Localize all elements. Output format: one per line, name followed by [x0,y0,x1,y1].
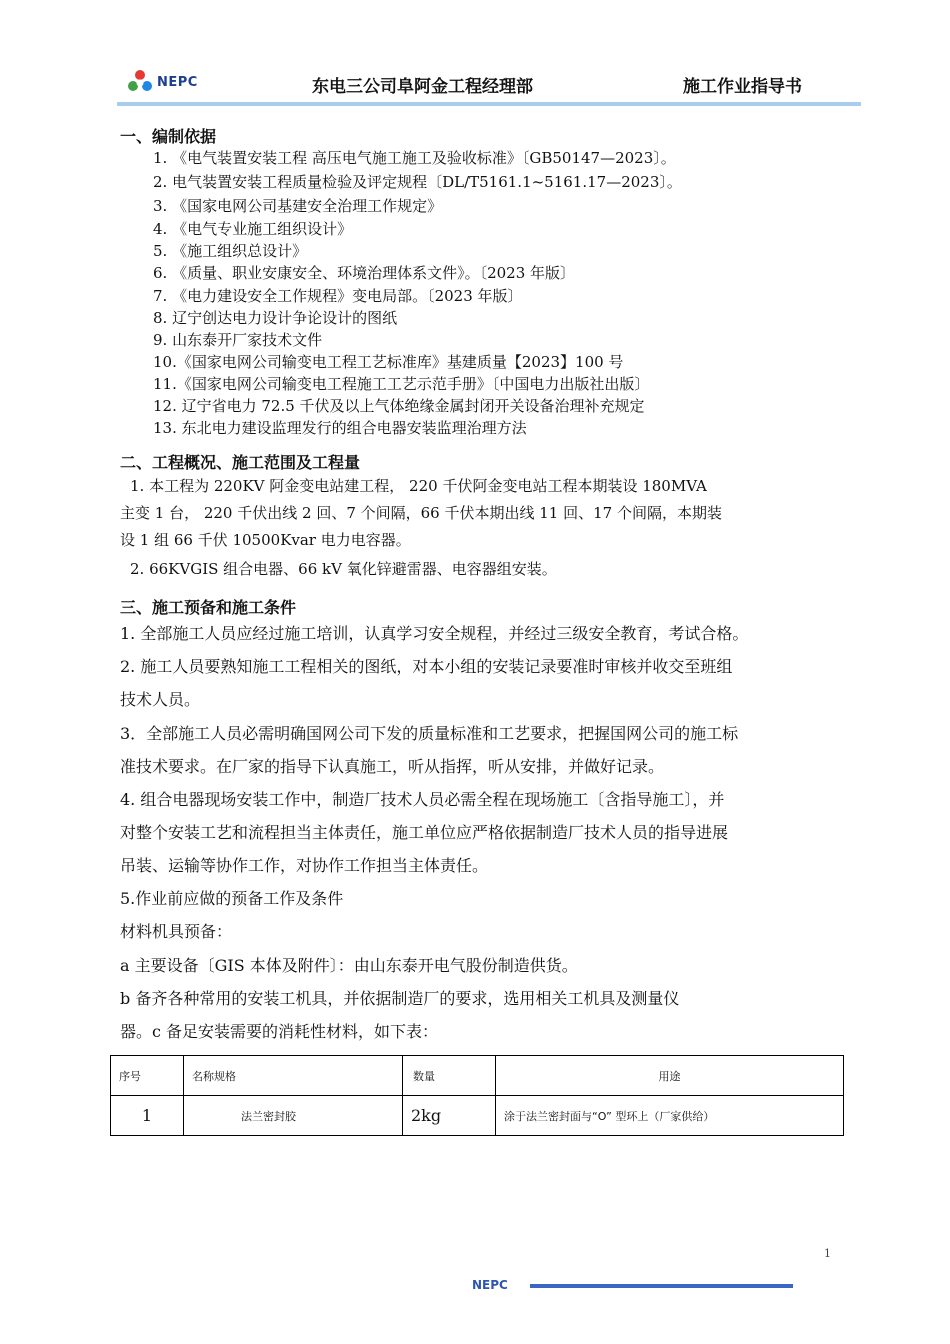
cell-usage: 涂于法兰密封面与“O” 型环上（厂家供给） [496,1096,844,1136]
condition-line: 技术人员。 [120,690,201,709]
section-title-1: 一、编制依据 [120,127,217,146]
condition-line: 2. 施工人员要熟知施工工程相关的图纸，对本小组的安装记录要准时审核并收交至班组 [120,657,733,676]
header-doc-type: 施工作业指导书 [683,77,802,97]
table-row [111,1096,844,1136]
section-title-3: 三、施工预备和施工条件 [120,598,297,617]
reference-item: 3. 《国家电网公司基建安全治理工作规定》 [153,197,443,215]
condition-line: 对整个安装工艺和流程担当主体责任，施工单位应严格依据制造厂技术人员的指导进展 [120,823,729,842]
footer-divider [530,1284,793,1288]
condition-line: a 主要设备〔GIS 本体及附件〕：由山东泰开电气股份制造供货。 [120,956,578,975]
reference-item: 2. 电气装置安装工程质量检验及评定规程〔DL/T5161.1~5161.17—2023〕。 [153,173,682,191]
condition-line: b 备齐各种常用的安装工机具，并依据制造厂的要求，选用相关工机具及测量仪 [120,989,680,1008]
overview-line: 1. 本工程为 220KV 阿金变电站建工程， 220 千伏阿金变电站工程本期装设 180MVA [130,477,707,495]
reference-item: 7. 《电力建设安全工作规程》变电局部。〔2023 年版〕 [153,287,523,305]
reference-item: 1. 《电气装置安装工程 高压电气施工施工及验收标准》〔GB50147—2023〕。 [153,149,676,167]
condition-line: 材料机具预备： [120,922,233,941]
header-title: 东电三公司阜阿金工程经理部 [312,77,533,97]
overview-line: 设 1 组 66 千伏 10500Kvar 电力电容器。 [120,531,411,549]
reference-item: 10.《国家电网公司输变电工程工艺标准库》基建质量【2023】100 号 [153,353,624,371]
logo-text: NEPC [157,74,198,90]
cell-name: 法兰密封胶 [184,1096,403,1136]
header-cell-qty: 数量 [403,1056,496,1096]
header-cell-index: 序号 [111,1056,184,1096]
condition-line: 器。c 备足安装需要的消耗性材料，如下表： [120,1022,439,1041]
footer-logo-text: NEPC [472,1278,508,1292]
materials-table [110,1055,844,1136]
header-cell-name: 名称规格 [184,1056,403,1096]
cell-qty: 2kg [403,1096,496,1136]
nepc-logo-icon [127,69,153,95]
reference-item: 6. 《质量、职业安康安全、环境治理体系文件》。〔2023 年版〕 [153,264,576,282]
condition-line: 准技术要求。在厂家的指导下认真施工，听从指挥，听从安排，并做好记录。 [120,757,665,776]
header-divider [117,102,861,106]
reference-item: 4. 《电气专业施工组织设计》 [153,220,353,238]
reference-item: 12. 辽宁省电力 72.5 千伏及以上气体绝缘金属封闭开关设备治理补充规定 [153,397,645,415]
reference-item: 13. 东北电力建设监理发行的组合电器安装监理治理方法 [153,419,527,437]
header-cell-usage: 用途 [496,1056,844,1096]
header-logo [127,68,198,96]
condition-line: 吊装、运输等协作工作，对协作工作担当主体责任。 [120,856,489,875]
table-header-row [111,1056,844,1096]
overview-line: 主变 1 台， 220 千伏出线 2 回、7 个间隔，66 千伏本期出线 11 回、17 个间隔，本期装 [120,504,722,522]
condition-line: 4. 组合电器现场安装工作中，制造厂技术人员必需全程在现场施工〔含指导施工〕，并 [120,790,725,809]
reference-item: 9. 山东泰开厂家技术文件 [153,331,323,349]
condition-line: 1. 全部施工人员应经过施工培训，认真学习安全规程，并经过三级安全教育，考试合格。 [120,624,749,643]
reference-item: 5. 《施工组织总设计》 [153,242,308,260]
condition-line: 5.作业前应做的预备工作及条件 [120,889,344,908]
reference-item: 11.《国家电网公司输变电工程施工工艺示范手册》〔中国电力出版社出版〕 [153,375,650,393]
cell-index: 1 [111,1096,184,1136]
condition-line: 3．全部施工人员必需明确国网公司下发的质量标准和工艺要求，把握国网公司的施工标 [120,724,739,743]
reference-item: 8. 辽宁创达电力设计争论设计的图纸 [153,309,398,327]
page-number: 1 [824,1247,831,1260]
section-title-2: 二、工程概况、施工范围及工程量 [120,453,361,472]
overview-line: 2. 66KVGIS 组合电器、66 kV 氧化锌避雷器、电容器组安装。 [130,560,557,578]
